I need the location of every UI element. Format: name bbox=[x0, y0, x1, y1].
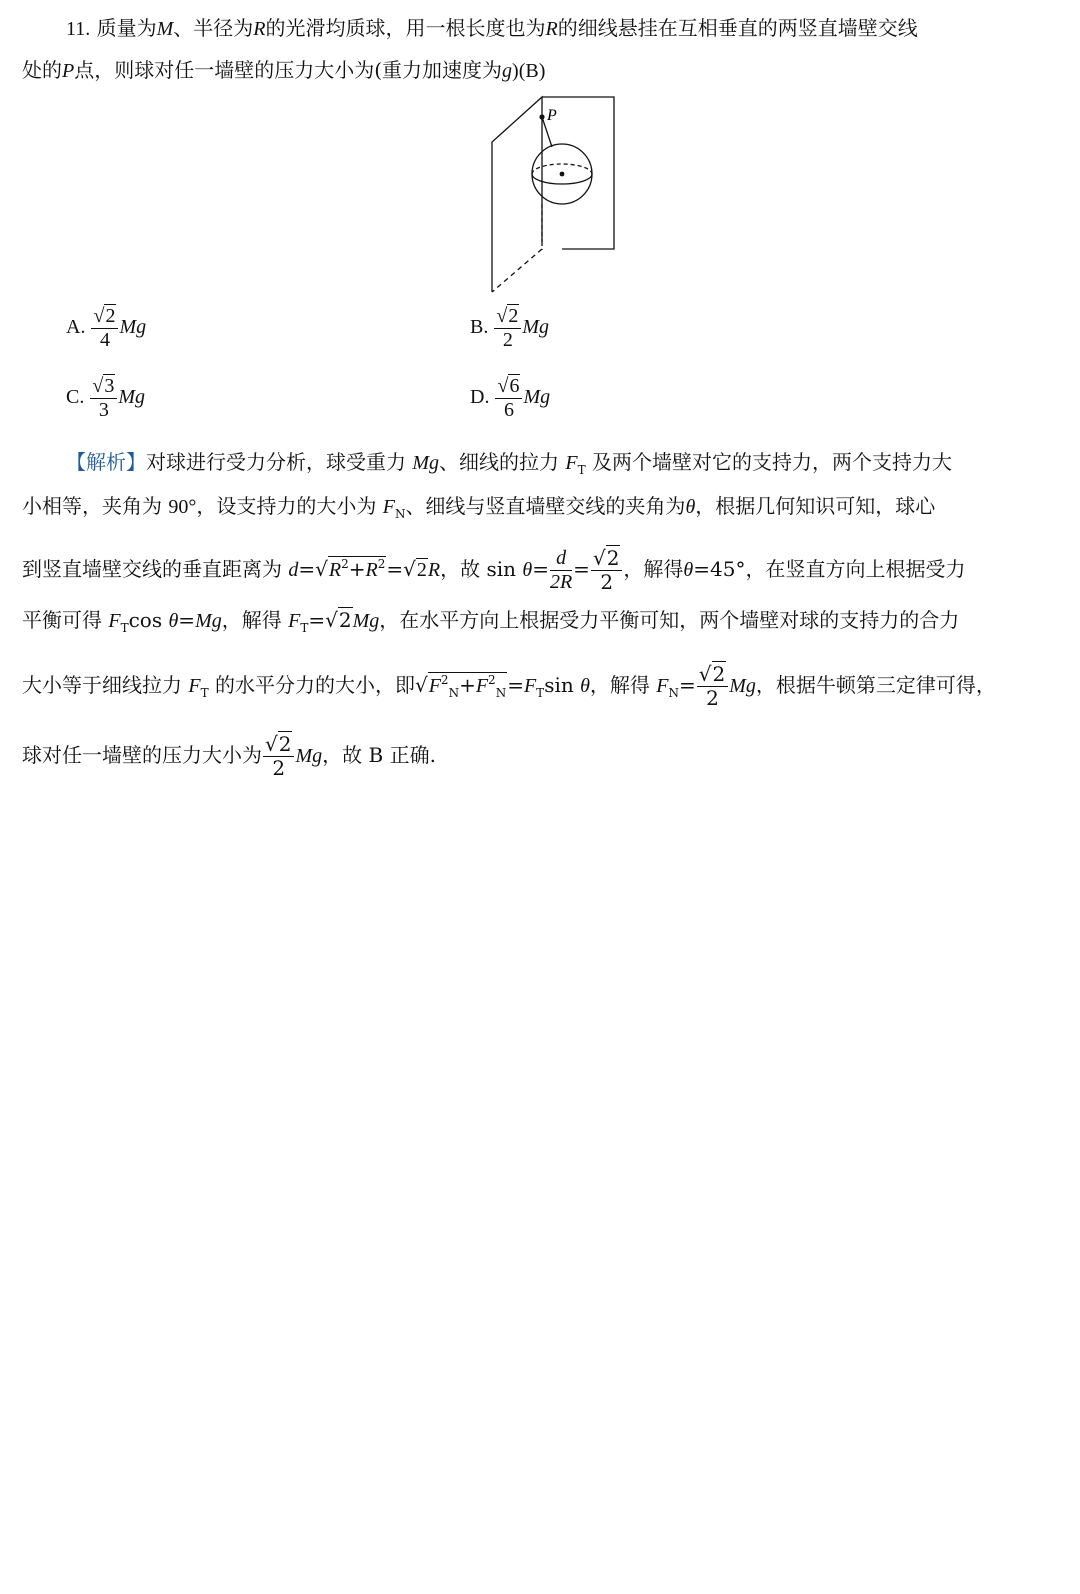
solution-line-2: 小相等，夹角为 90°，设支持力的大小为 $F_N$、细线与竖直墙壁交线的夹角为θ，根据几何知识可知，球心 bbox=[22, 494, 936, 521]
solution-line-5: 大小等于细线拉力 $F_T$ 的水平分力的大小，即$√F^2_N+F^2_N=F_T\sin$ θ，解得 $F_N=$ $\frac{√2}{2}$ Mg，根据牛顿第三定律可得， bbox=[22, 662, 996, 710]
question-text: 质量为 bbox=[96, 16, 157, 40]
option-label: A. bbox=[66, 316, 86, 339]
option-d[interactable]: D. $\frac{√6}{6}$ Mg bbox=[470, 375, 551, 421]
option-label: B. bbox=[470, 316, 489, 339]
solution-line-3: 到竖直墙壁交线的垂直距离为 $d=√R^2+R^2=√2R$，故 sin θ= $\frac{d}{2R}$ = $\frac{√2}{2}$ ，解得θ=45°，在竖直方向上根据受力 bbox=[22, 546, 966, 594]
question-text: 的细线悬挂在互相垂直的两竖直墙壁交线 bbox=[557, 16, 918, 40]
fraction-root2-2: $\frac{√2}{2}$ bbox=[263, 734, 294, 779]
question-line-1 bbox=[66, 18, 918, 39]
point-P-label: P bbox=[547, 107, 557, 124]
var-R: R bbox=[253, 18, 266, 40]
option-a[interactable]: A. $\frac{√2}{4}$ Mg bbox=[66, 305, 147, 351]
sphere-center bbox=[560, 172, 565, 177]
solution-line-6: 球对任一墙壁的压力大小为 $\frac{√2}{2}$ Mg，故 B 正确. bbox=[22, 732, 436, 780]
option-label: C. bbox=[66, 386, 85, 409]
solution-tag: 【解析】 bbox=[66, 450, 146, 474]
var-R: R bbox=[545, 18, 558, 40]
option-fraction: $\frac{√3}{3}$ bbox=[90, 376, 117, 421]
option-fraction: $\frac{√6}{6}$ bbox=[495, 376, 522, 421]
question-text: 的光滑均质球，用一根长度也为 bbox=[265, 16, 546, 40]
question-number: 11. bbox=[66, 18, 91, 40]
option-fraction: $\frac{√2}{2}$ bbox=[494, 306, 521, 351]
fraction-root2-2: $\frac{√2}{2}$ bbox=[591, 548, 622, 593]
question-text: 点，则球对任一墙壁的压力大小为(重力加速度为 bbox=[74, 58, 503, 82]
point-P bbox=[539, 114, 544, 119]
var-P: P bbox=[62, 60, 75, 82]
option-fraction: $\frac{√2}{4}$ bbox=[91, 306, 118, 351]
question-text: 、半径为 bbox=[173, 16, 254, 40]
fraction-d-2R: $\frac{d}{2R}$ bbox=[549, 547, 573, 593]
option-label: D. bbox=[470, 386, 490, 409]
fraction-root2-2: $\frac{√2}{2}$ bbox=[697, 664, 728, 709]
question-text: 处的 bbox=[22, 58, 62, 82]
solution-line-4: 平衡可得 $F_T\cos$ θ=Mg，解得 $F_T=√2Mg$，在水平方向上根据受力平衡可知，两个墙壁对球的支持力的合力 bbox=[22, 608, 960, 635]
solution-line-1: 【解析】对球进行受力分析，球受重力 Mg、细线的拉力 $F_T$ 及两个墙壁对它的支持力，两个支持力大 bbox=[66, 450, 952, 477]
option-b[interactable]: B. $\frac{√2}{2}$ Mg bbox=[470, 305, 549, 351]
wall-sphere-figure bbox=[480, 92, 640, 302]
question-answer: )(B) bbox=[512, 60, 546, 82]
var-g: g bbox=[502, 60, 513, 82]
wall-hidden-edge bbox=[492, 249, 542, 292]
option-c[interactable]: C. $\frac{√3}{3}$ Mg bbox=[66, 375, 145, 421]
var-M: M bbox=[156, 18, 174, 40]
question-line-2 bbox=[22, 60, 545, 81]
left-wall bbox=[492, 97, 542, 292]
